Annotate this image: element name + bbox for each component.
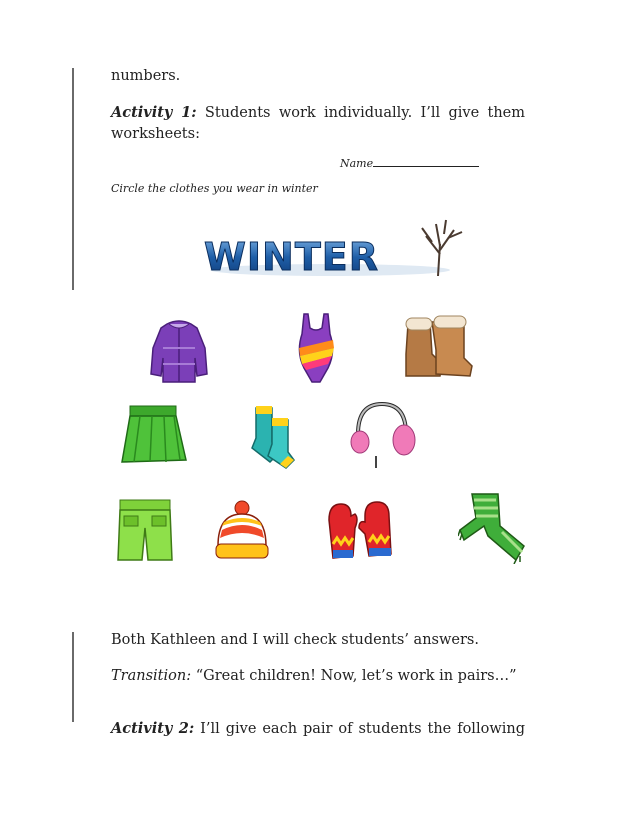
activity1-line [111,104,525,121]
shorts-icon[interactable] [116,498,174,564]
transition-line [111,668,517,684]
mittens-icon[interactable] [325,494,395,564]
banner-text: WINTER [204,235,379,279]
activity1-label: Activity 1: [111,104,197,121]
name-label: Name [340,157,374,170]
name-field [340,156,479,170]
activity2-line [111,720,525,737]
check-answers-text: Both Kathleen and I will check students’ answers. [111,632,479,648]
activity2-text: I’ll give each pair of students the following [200,721,525,737]
swimsuit-icon[interactable] [290,312,342,384]
transition-label: Transition: [111,668,192,684]
margin-bar-top [72,68,74,290]
beanie-hat-icon[interactable] [210,500,274,564]
winter-banner [200,214,472,284]
name-blank [373,156,479,167]
activity1-line2: worksheets: [111,126,200,142]
margin-bar-bottom [72,632,74,722]
worksheet-instruction: Circle the clothes you wear in winter [111,182,318,195]
puffer-jacket-icon[interactable] [145,318,213,384]
numbers-text: numbers. [111,68,181,84]
fur-boots-icon[interactable] [402,314,474,380]
scarf-icon[interactable] [458,490,530,564]
activity2-label: Activity 2: [111,720,195,737]
earmuffs-icon[interactable] [346,400,416,470]
activity1-text: Students work individually. I’ll give them [204,105,525,121]
transition-text: “Great children! Now, let’s work in pairs…” [195,668,517,684]
skirt-icon[interactable] [120,402,188,466]
socks-icon[interactable] [248,404,296,470]
